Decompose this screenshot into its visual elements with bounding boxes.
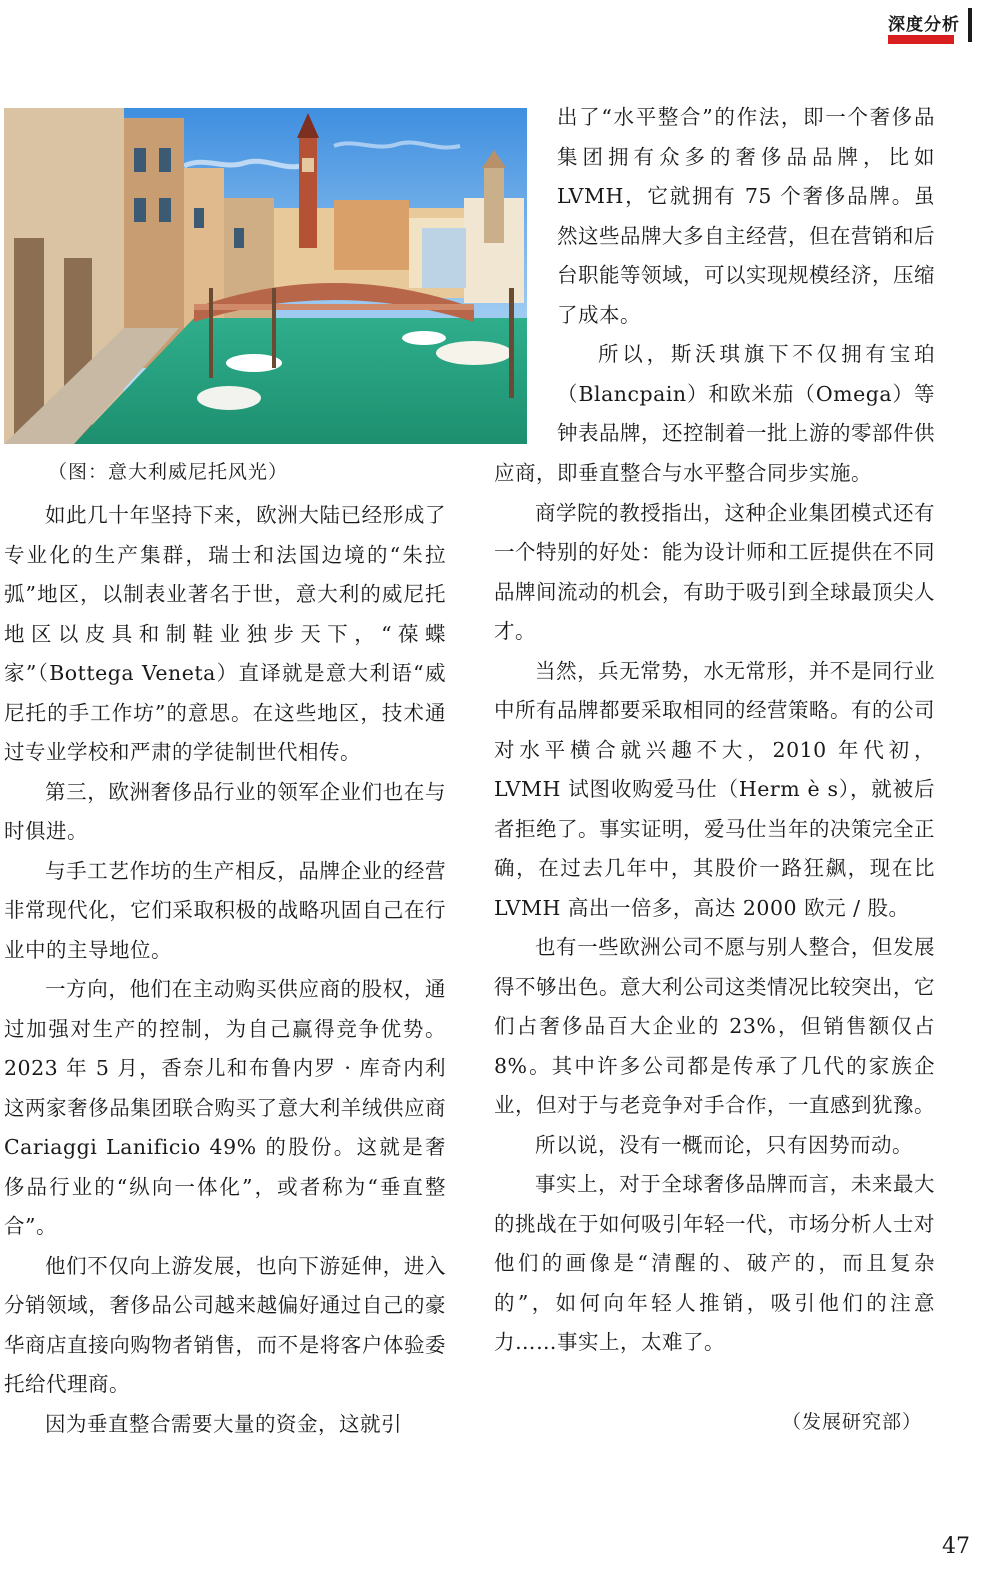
section-tag-bar [968,8,972,42]
paragraph: 所以说，没有一概而论，只有因势而动。 [535,1132,913,1157]
image-caption: （图：意大利威尼托风光） [48,461,289,483]
section-tag: 深度分析 [888,15,960,35]
paragraph: 也有一些欧洲公司不愿与别人整合，但发展得不够出色。意大利公司这类情况比较突出，它们占奢侈品百大企业的 23%，但销售额仅占 8%。其中许多公司都是传承了几代的家族企业，但对于与老竞争对手合作，一直感到犹豫。 [494,935,935,1117]
page-number: 47 [942,1534,970,1559]
paragraph: 与手工艺作坊的生产相反，品牌企业的经营非常现代化，它们采取积极的战略巩固自己在行业中的主导地位。 [4,858,446,962]
paragraph: 出了“水平整合”的作法，即一个奢侈品集团拥有众多的奢侈品品牌，比如LVMH，它就拥有 75 个奢侈品牌。虽然这些品牌大多自主经营，但在营销和后台职能等领域，可以实现规模经济，压缩了成本。 [557,105,935,327]
venice-canal-photo [4,108,527,444]
paragraph: 因为垂直整合需要大量的资金，这就引 [45,1411,402,1436]
paragraph: 所以，斯沃琪旗下不仅拥有宝珀（Blancpain）和欧米茄（Omega）等钟表品牌，还控制着一批上游的零部件供 [557,342,935,445]
right-column-top [557,98,935,454]
paragraph: 事实上，对于全球奢侈品牌而言，未来最大的挑战在于如何吸引年轻一代，市场分析人士对他们的画像是“清醒的、破产的，而且复杂的”，如何向年轻人推销，吸引他们的注意力……事实上，太难了。 [494,1172,935,1354]
paragraph: 如此几十年坚持下来，欧洲大陆已经形成了专业化的生产集群，瑞士和法国边境的“朱拉弧”地区，以制表业著名于世，意大利的威尼托地区以皮具和制鞋业独步天下，“葆蝶家”（Bottega Veneta）直译就是意大利语“威尼托的手工作坊”的意思。在这些地区，技术通过专业学校和严肃的学徒制世代相传。 [4,503,446,764]
paragraph: 第三，欧洲奢侈品行业的领军企业们也在与时俱进。 [4,779,446,843]
paragraph: 当然，兵无常势，水无常形，并不是同行业中所有品牌都要采取相同的经营策略。有的公司对水平横合就兴趣不大，2010 年代初，LVMH 试图收购爱马仕（Herm è s），就被后者拒绝了。事实证明，爱马仕当年的决策完全正确，在过去几年中，其股价一路狂飙，现在比 LVMH 高出一倍多，高达 2000 欧元 / 股。 [494,658,935,920]
paragraph: 商学院的教授指出，这种企业集团模式还有一个特别的好处：能为设计师和工匠提供在不同品牌间流动的机会，有助于吸引到全球最顶尖人才。 [494,500,935,643]
left-column [4,496,446,1444]
paragraph: 他们不仅向上游发展，也向下游延伸，进入分销领域，奢侈品公司越来越偏好通过自己的豪华商店直接向购物者销售，而不是将客户体验委托给代理商。 [4,1253,446,1396]
right-column [494,454,935,1363]
paragraph: 应商，即垂直整合与水平整合同步实施。 [494,461,872,485]
paragraph: 一方向，他们在主动购买供应商的股权，通过加强对生产的控制，为自己赢得竞争优势。2023 年 5 月，香奈儿和布鲁内罗 · 库奇内利这两家奢侈品集团联合购买了意大利羊绒供应商 Cariaggi Lanificio 49% 的股份。这就是奢侈品行业的“纵向一体化”，或者称为“垂直整合”。 [4,977,446,1238]
author-signature: （发展研究部） [781,1411,922,1433]
section-tag-underline [888,35,954,44]
